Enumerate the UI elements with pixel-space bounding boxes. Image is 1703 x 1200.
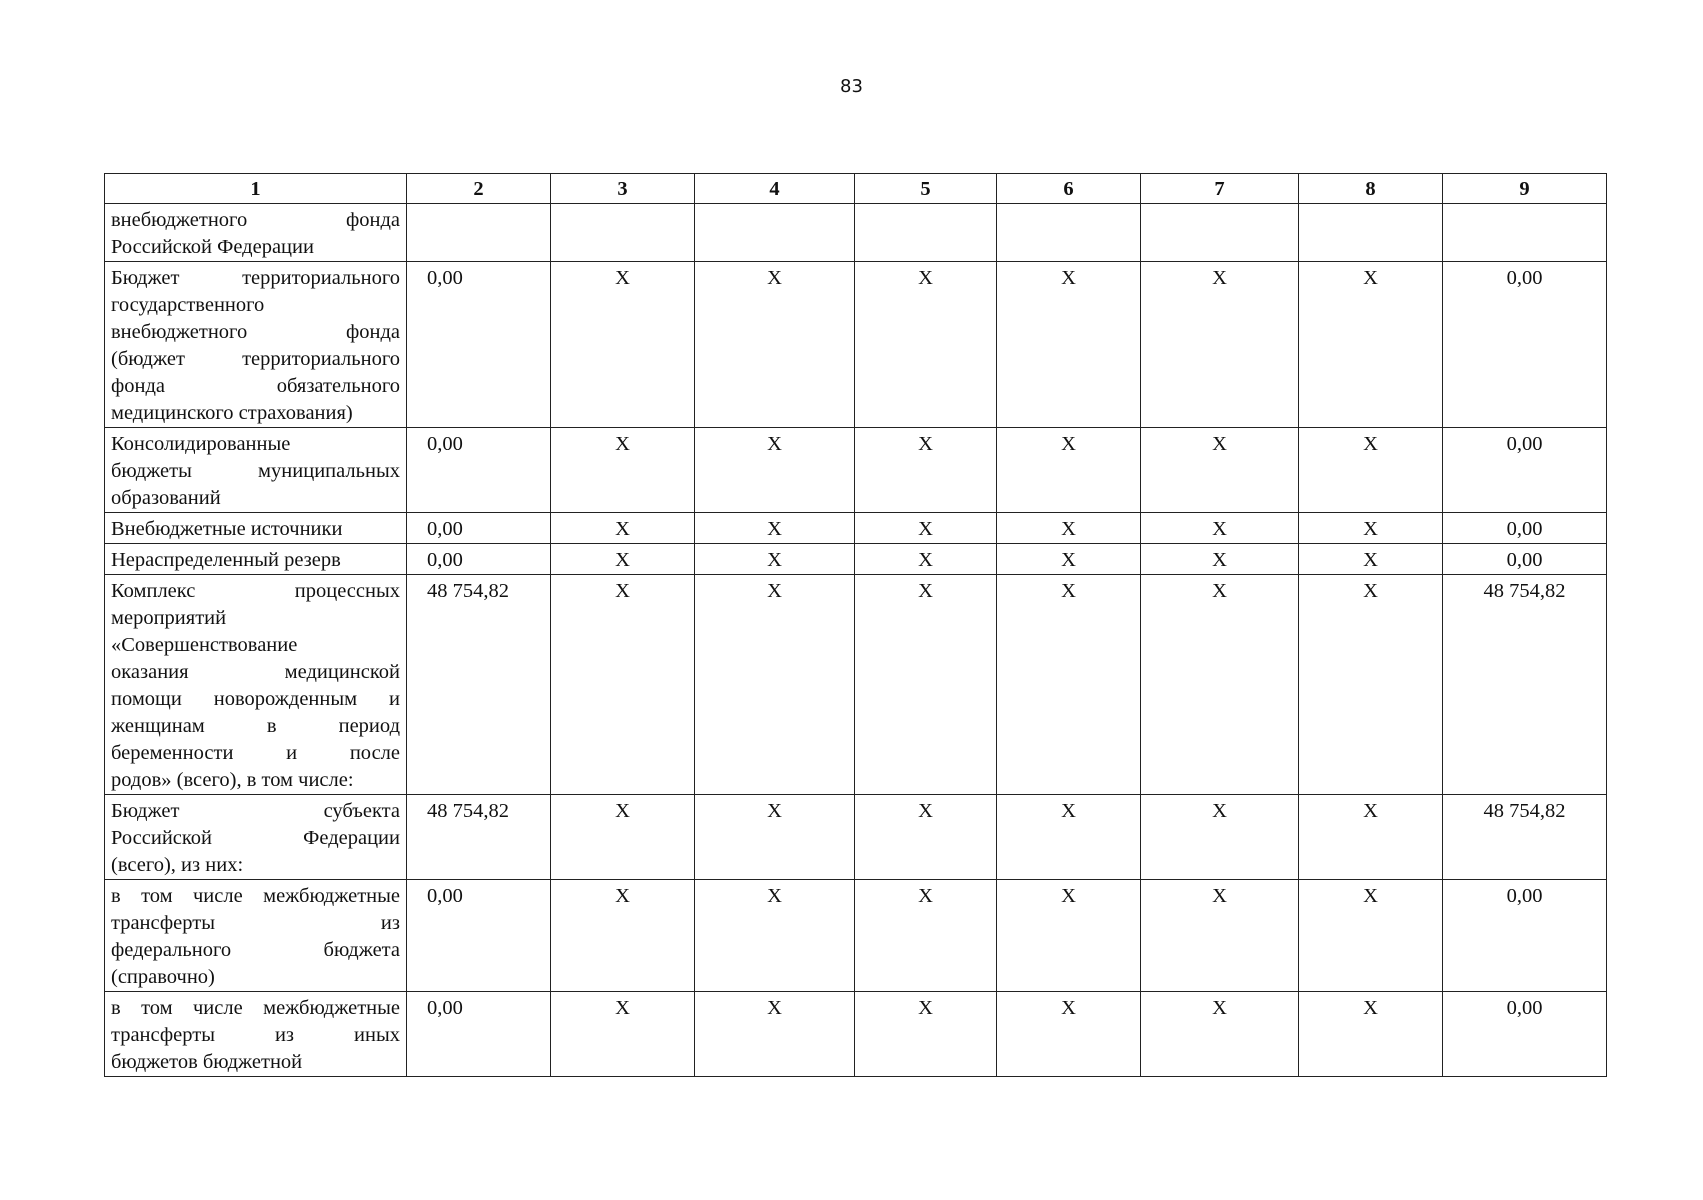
row-label-line: федерального бюджета — [111, 939, 400, 961]
table-cell-col-9: 0,00 — [1443, 513, 1607, 544]
row-label — [105, 262, 407, 428]
column-header-7: 7 — [1141, 174, 1299, 204]
table-cell-col-9: 48 754,82 — [1443, 575, 1607, 795]
table-row — [105, 204, 1607, 262]
row-label-line: Внебюджетные источники — [111, 518, 343, 540]
table-cell-col-8: X — [1299, 262, 1443, 428]
row-label-line: (справочно) — [111, 966, 215, 988]
table-cell-col-9: 0,00 — [1443, 544, 1607, 575]
table-cell-col-8 — [1299, 204, 1443, 262]
table-cell-col-3: X — [551, 544, 695, 575]
table-cell-col-6: X — [997, 880, 1141, 992]
row-label — [105, 544, 407, 575]
row-label-line: Комплекс процессных — [111, 580, 400, 602]
table-cell-col-7 — [1141, 204, 1299, 262]
row-label-line: Бюджет территориального — [111, 267, 400, 289]
column-header-1: 1 — [105, 174, 407, 204]
row-label-line: женщинам в период — [111, 715, 400, 737]
row-label-line: Нераспределенный резерв — [111, 549, 341, 571]
table-cell-col-5: X — [855, 262, 997, 428]
row-label-line: трансферты из — [111, 912, 400, 934]
page-number: 83 — [840, 76, 863, 97]
table-cell-col-9 — [1443, 204, 1607, 262]
table-cell-col-4: X — [695, 795, 855, 880]
table-cell-col-8: X — [1299, 880, 1443, 992]
table-cell-col-5: X — [855, 575, 997, 795]
table-cell-col-3: X — [551, 795, 695, 880]
table-cell-col-9: 0,00 — [1443, 880, 1607, 992]
table-cell-col-2: 48 754,82 — [407, 575, 551, 795]
table-cell-col-4: X — [695, 880, 855, 992]
table-row — [105, 428, 1607, 513]
table-cell-col-4: X — [695, 513, 855, 544]
row-label — [105, 575, 407, 795]
row-label-line: помощи новорожденным и — [111, 688, 400, 710]
row-label-line: в том числе межбюджетные — [111, 997, 400, 1019]
row-label-line: трансферты из иных — [111, 1024, 400, 1046]
table-header — [105, 174, 1607, 204]
table-cell-col-6: X — [997, 513, 1141, 544]
row-label — [105, 428, 407, 513]
table-cell-col-2: 0,00 — [407, 513, 551, 544]
table-cell-col-2: 48 754,82 — [407, 795, 551, 880]
table-cell-col-7: X — [1141, 513, 1299, 544]
row-label-line: Российской Федерации — [111, 827, 400, 849]
table-cell-col-7: X — [1141, 262, 1299, 428]
table-cell-col-8: X — [1299, 428, 1443, 513]
table-row — [105, 544, 1607, 575]
table-cell-col-4: X — [695, 575, 855, 795]
row-label — [105, 795, 407, 880]
table-cell-col-3: X — [551, 262, 695, 428]
row-label-line: Российской Федерации — [111, 236, 314, 258]
table-cell-col-5: X — [855, 992, 997, 1077]
table-cell-col-7: X — [1141, 575, 1299, 795]
row-label-line: (бюджет территориального — [111, 348, 400, 370]
table-cell-col-5: X — [855, 544, 997, 575]
column-header-2: 2 — [407, 174, 551, 204]
table-cell-col-5: X — [855, 513, 997, 544]
table-cell-col-4 — [695, 204, 855, 262]
table-cell-col-3: X — [551, 428, 695, 513]
table-cell-col-6: X — [997, 992, 1141, 1077]
row-label — [105, 992, 407, 1077]
table-cell-col-5: X — [855, 428, 997, 513]
row-label-line: беременности и после — [111, 742, 400, 764]
table-cell-col-2: 0,00 — [407, 262, 551, 428]
table-cell-col-4: X — [695, 428, 855, 513]
table-cell-col-4: X — [695, 262, 855, 428]
table-cell-col-8: X — [1299, 544, 1443, 575]
row-label — [105, 880, 407, 992]
row-label-line: «Совершенствование — [111, 634, 298, 656]
row-label-line: государственного — [111, 294, 265, 316]
row-label-line: оказания медицинской — [111, 661, 400, 683]
table-cell-col-2: 0,00 — [407, 880, 551, 992]
table-cell-col-7: X — [1141, 428, 1299, 513]
table-cell-col-2 — [407, 204, 551, 262]
table-cell-col-8: X — [1299, 992, 1443, 1077]
table-row — [105, 992, 1607, 1077]
table-cell-col-8: X — [1299, 575, 1443, 795]
table-cell-col-8: X — [1299, 795, 1443, 880]
table-cell-col-6 — [997, 204, 1141, 262]
table-cell-col-2: 0,00 — [407, 428, 551, 513]
column-header-5: 5 — [855, 174, 997, 204]
table-cell-col-3 — [551, 204, 695, 262]
row-label-line: медицинского страхования) — [111, 402, 353, 424]
table-cell-col-7: X — [1141, 544, 1299, 575]
row-label-line: (всего), из них: — [111, 854, 244, 876]
table-cell-col-5 — [855, 204, 997, 262]
table-cell-col-3: X — [551, 575, 695, 795]
column-header-9: 9 — [1443, 174, 1607, 204]
table-row — [105, 880, 1607, 992]
table-cell-col-9: 0,00 — [1443, 262, 1607, 428]
row-label-line: родов» (всего), в том числе: — [111, 769, 354, 791]
row-label-line: в том числе межбюджетные — [111, 885, 400, 907]
budget-table — [104, 173, 1607, 1077]
table-cell-col-3: X — [551, 880, 695, 992]
column-header-4: 4 — [695, 174, 855, 204]
row-label-line: бюджетов бюджетной — [111, 1051, 303, 1073]
table-cell-col-8: X — [1299, 513, 1443, 544]
row-label-line: бюджеты муниципальных — [111, 460, 400, 482]
table-cell-col-2: 0,00 — [407, 544, 551, 575]
table-cell-col-6: X — [997, 544, 1141, 575]
row-label — [105, 513, 407, 544]
table-cell-col-3: X — [551, 992, 695, 1077]
table-body — [105, 204, 1607, 1077]
table-cell-col-9: 0,00 — [1443, 992, 1607, 1077]
table-cell-col-6: X — [997, 428, 1141, 513]
row-label-line: внебюджетного фонда — [111, 209, 400, 231]
row-label — [105, 204, 407, 262]
table-cell-col-9: 48 754,82 — [1443, 795, 1607, 880]
table-row — [105, 513, 1607, 544]
table-row — [105, 262, 1607, 428]
table-cell-col-6: X — [997, 795, 1141, 880]
table-cell-col-6: X — [997, 575, 1141, 795]
column-header-3: 3 — [551, 174, 695, 204]
row-label-line: фонда обязательного — [111, 375, 400, 397]
row-label-line: образований — [111, 487, 221, 509]
table-cell-col-6: X — [997, 262, 1141, 428]
table-cell-col-3: X — [551, 513, 695, 544]
table-cell-col-7: X — [1141, 992, 1299, 1077]
table-cell-col-7: X — [1141, 880, 1299, 992]
table-cell-col-4: X — [695, 544, 855, 575]
table-cell-col-5: X — [855, 795, 997, 880]
table-row — [105, 575, 1607, 795]
row-label-line: внебюджетного фонда — [111, 321, 400, 343]
column-header-6: 6 — [997, 174, 1141, 204]
row-label-line: мероприятий — [111, 607, 227, 629]
table-row — [105, 795, 1607, 880]
row-label-line: Бюджет субъекта — [111, 800, 400, 822]
column-header-8: 8 — [1299, 174, 1443, 204]
table-cell-col-7: X — [1141, 795, 1299, 880]
table-cell-col-5: X — [855, 880, 997, 992]
table-cell-col-9: 0,00 — [1443, 428, 1607, 513]
row-label-line: Консолидированные — [111, 433, 291, 455]
table-cell-col-2: 0,00 — [407, 992, 551, 1077]
table-cell-col-4: X — [695, 992, 855, 1077]
table-header-row — [105, 174, 1607, 204]
